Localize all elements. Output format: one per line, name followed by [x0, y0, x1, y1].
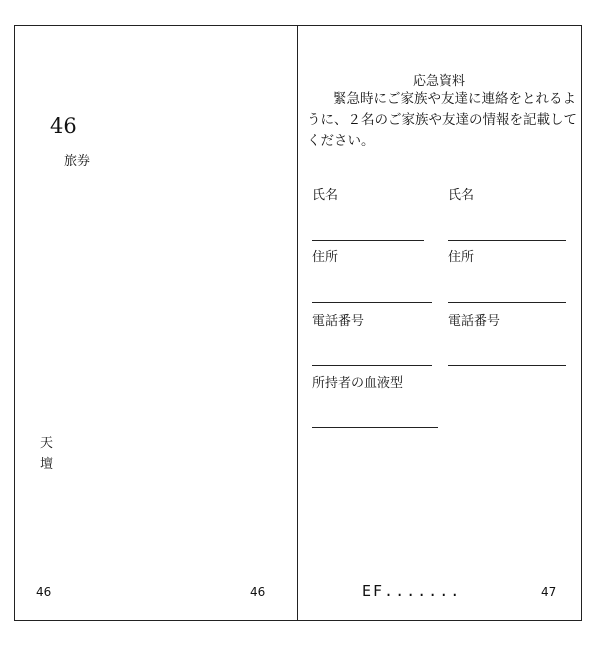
- page-divider: [297, 25, 298, 621]
- contact1-phone-line[interactable]: [312, 365, 432, 366]
- contact2-name-label: 氏名: [448, 188, 475, 203]
- left-footer-page-number: 46: [36, 585, 52, 599]
- vertical-char-2: 壇: [40, 457, 54, 472]
- right-footer-page-number: 47: [541, 585, 557, 599]
- contact2-address-line[interactable]: [448, 302, 566, 303]
- contact1-phone-label: 電話番号: [312, 314, 365, 329]
- contact1-name-label: 氏名: [312, 188, 339, 203]
- contact2-phone-line[interactable]: [448, 365, 566, 366]
- contact1-address-label: 住所: [312, 250, 339, 265]
- vertical-text: [40, 433, 53, 475]
- left-page-number-large: 46: [50, 114, 77, 138]
- contact2-address-label: 住所: [448, 250, 475, 265]
- left-footer-page-number-right: 46: [250, 585, 266, 599]
- footer-code: EF.......: [362, 582, 462, 600]
- emergency-instructions: 緊急時にご家族や友達に連絡をとれるように、２名のご家族や友達の情報を記載してください。: [307, 91, 577, 149]
- blood-type-label: 所持者の血液型: [312, 376, 404, 391]
- contact2-phone-label: 電話番号: [448, 314, 501, 329]
- contact1-address-line[interactable]: [312, 302, 432, 303]
- emergency-info-title: 応急資料: [413, 74, 466, 89]
- contact2-name-line[interactable]: [448, 240, 566, 241]
- passport-label: 旅券: [64, 154, 91, 169]
- vertical-char-1: 天: [40, 436, 54, 451]
- contact1-name-line[interactable]: [312, 240, 424, 241]
- blood-type-line[interactable]: [312, 427, 438, 428]
